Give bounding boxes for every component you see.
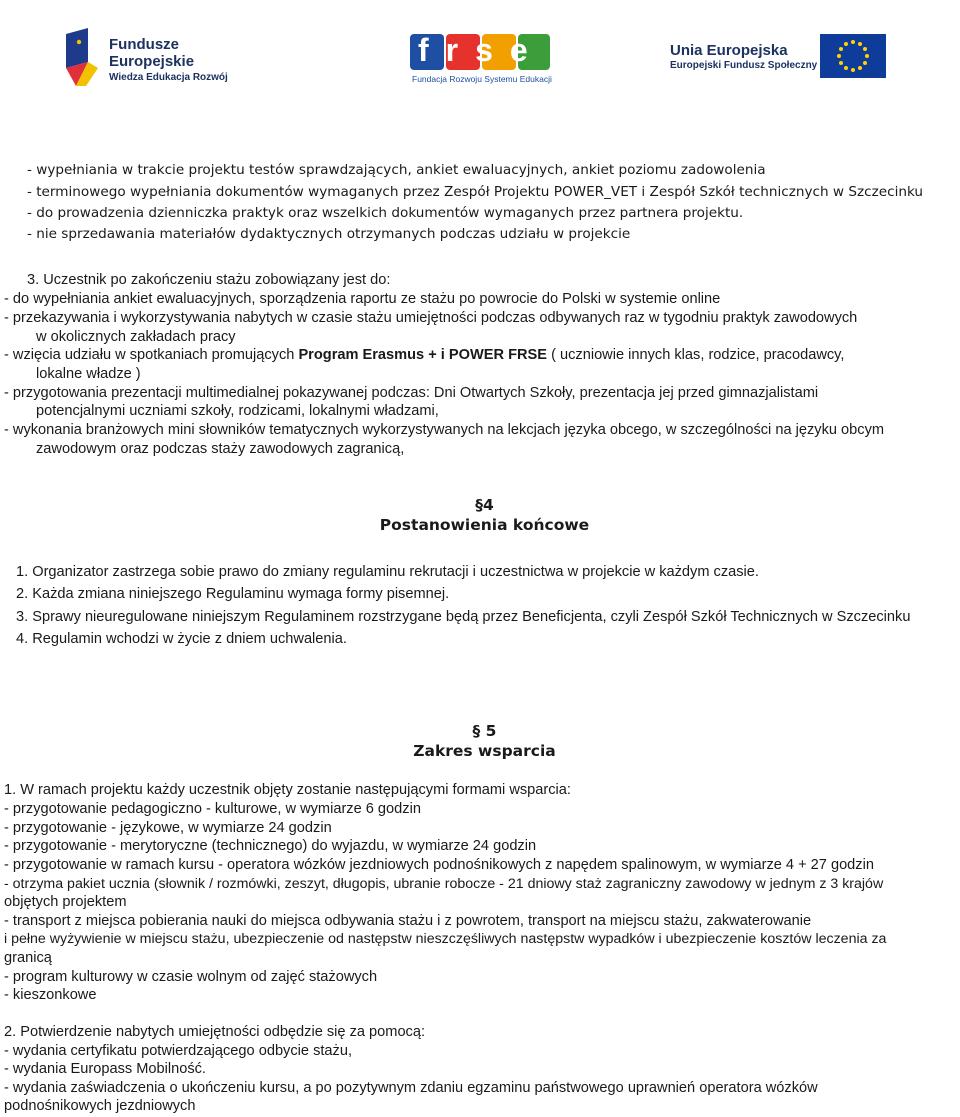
- list-item: - przekazywania i wykorzystywania nabytych w czasie stażu umiejętności podczas odbywanych raz w tygodniu praktyk zawodowych: [4, 310, 858, 326]
- support-line: - przygotowanie - językowe, w wymiarze 24 godzin: [4, 820, 332, 836]
- support-line: - kieszonkowe: [4, 987, 97, 1003]
- list-item: 1. Organizator zastrzega sobie prawo do zmiany regulaminu rekrutacji i uczestnictwa w projekcie w każdym czasie.: [16, 564, 759, 580]
- list-item: 2. Każda zmiana niniejszego Regulaminu wymaga formy pisemnej.: [16, 586, 450, 602]
- support-line: - transport z miejsca pobierania nauki do miejsca odbywania stażu i z powrotem, transport na miejscu stażu, zakwaterowanie: [4, 913, 812, 929]
- program-name: Program Erasmus + i POWER FRSE: [298, 347, 548, 363]
- list-item: 4. Regulamin wchodzi w życie z dniem uchwalenia.: [16, 631, 347, 647]
- section-heading: 3. Uczestnik po zakończeniu stażu zobowiązany jest do:: [27, 272, 391, 288]
- list-item-continuation: zawodowym oraz podczas staży zawodowych zagranicą,: [36, 441, 405, 457]
- confirmation-line: - wydania Europass Mobilność.: [4, 1061, 206, 1077]
- support-line: - program kulturowy w czasie wolnym od zajęć stażowych: [4, 969, 378, 985]
- fe-logo-line1: Fundusze: [109, 36, 179, 53]
- list-item-continuation: potencjalnymi uczniami szkoły, rodzicami, lokalnymi władzami,: [36, 403, 439, 419]
- list-item: - wykonania branżowych mini słowników tematycznych wykorzystywanych na lekcjach języka obcego, w szczególności na języku obcym: [4, 422, 885, 438]
- fe-logo-line2: Europejskie: [109, 53, 195, 70]
- list-item: - nie sprzedawania materiałów dydaktycznych otrzymanych podczas udziału w projekcie: [27, 226, 631, 242]
- confirmation-line: podnośnikowych jezdniowych: [4, 1098, 196, 1114]
- section-title: Postanowienia końcowe: [379, 516, 590, 534]
- support-line: objętych projektem: [4, 894, 127, 910]
- fe-logo-line3: Wiedza Edukacja Rozwój: [109, 72, 228, 83]
- support-line: - przygotowanie pedagogiczno - kulturowe, w wymiarze 6 godzin: [4, 801, 421, 817]
- confirmation-line: - wydania certyfikatu potwierdzającego odbycie stażu,: [4, 1043, 352, 1059]
- support-line: i pełne wyżywienie w miejscu stażu, ubezpieczenie od następstw nieszczęśliwych następstw wypadków i ubezpieczenie kosztów leczenia za: [4, 931, 887, 947]
- list-item: - do prowadzenia dzienniczka praktyk oraz wszelkich dokumentów wymaganych przez partnera projektu.: [27, 205, 744, 221]
- confirmation-line: - wydania zaświadczenia o ukończeniu kursu, a po pozytywnym zdaniu egzaminu państwowego uprawnień operatora wózków: [4, 1080, 818, 1096]
- support-line: - przygotowanie - merytoryczne (technicznego) do wyjazdu, w wymiarze 24 godzin: [4, 838, 537, 854]
- list-item: - przygotowania prezentacji multimedialnej pokazywanej podczas: Dni Otwartych Szkoły, prezentacja jej przed gimnazjalistami: [4, 385, 819, 401]
- list-item: - terminowego wypełniania dokumentów wymaganych przez Zespół Projektu POWER_VET i Zespół Szkół technicznych w Szczecinku: [27, 184, 924, 200]
- eu-flag-icon: [820, 34, 886, 78]
- list-item: 3. Sprawy nieuregulowane niniejszym Regulaminem rozstrzygane będą przez Beneficjenta, czyli Zespół Szkół Technicznych w Szczecinku: [16, 609, 911, 625]
- support-line: - otrzyma pakiet ucznia (słownik / rozmówki, zeszyt, długopis, ubranie robocze - 21 dniowy staż zagraniczny zawodowy w jednym z 3 krajów: [4, 876, 884, 892]
- frse-mark: [410, 34, 550, 70]
- section-title: Zakres wsparcia: [413, 742, 556, 760]
- confirmation-line: 2. Potwierdzenie nabytych umiejętności odbędzie się za pomocą:: [4, 1024, 426, 1040]
- list-item-continuation: w okolicznych zakładach pracy: [36, 329, 236, 345]
- support-line: - przygotowanie w ramach kursu - operatora wózków jezdniowych podnośnikowych z napędem spalinowym, w wymiarze 4 + 27 godzin: [4, 857, 874, 873]
- frse-mark-text: frse: [418, 32, 545, 68]
- list-item: - do wypełniania ankiet ewaluacyjnych, sporządzenia raportu ze stażu po powrocie do Polski w systemie online: [4, 291, 721, 307]
- section-number: § 5: [472, 722, 497, 740]
- support-line: granicą: [4, 950, 52, 966]
- section-number: §4: [475, 496, 494, 514]
- fe-flag-icon: [64, 28, 98, 86]
- frse-caption: Fundacja Rozwoju Systemu Edukacji: [412, 74, 552, 84]
- support-line: 1. W ramach projektu każdy uczestnik objęty zostanie następującymi formami wsparcia:: [4, 782, 571, 798]
- list-item-continuation: lokalne władze ): [36, 366, 141, 382]
- eu-logo-line1: Unia Europejska: [670, 42, 788, 59]
- header-logos: [0, 0, 960, 100]
- list-item: - wypełniania w trakcie projektu testów sprawdzających, ankiet ewaluacyjnych, ankiet poziomu zadowolenia: [27, 162, 766, 178]
- list-item: - wzięcia udziału w spotkaniach promujących Program Erasmus + i POWER FRSE ( uczniowie innych klas, rodzice, pracodawcy,: [4, 347, 845, 363]
- eu-logo-line2: Europejski Fundusz Społeczny: [670, 60, 818, 71]
